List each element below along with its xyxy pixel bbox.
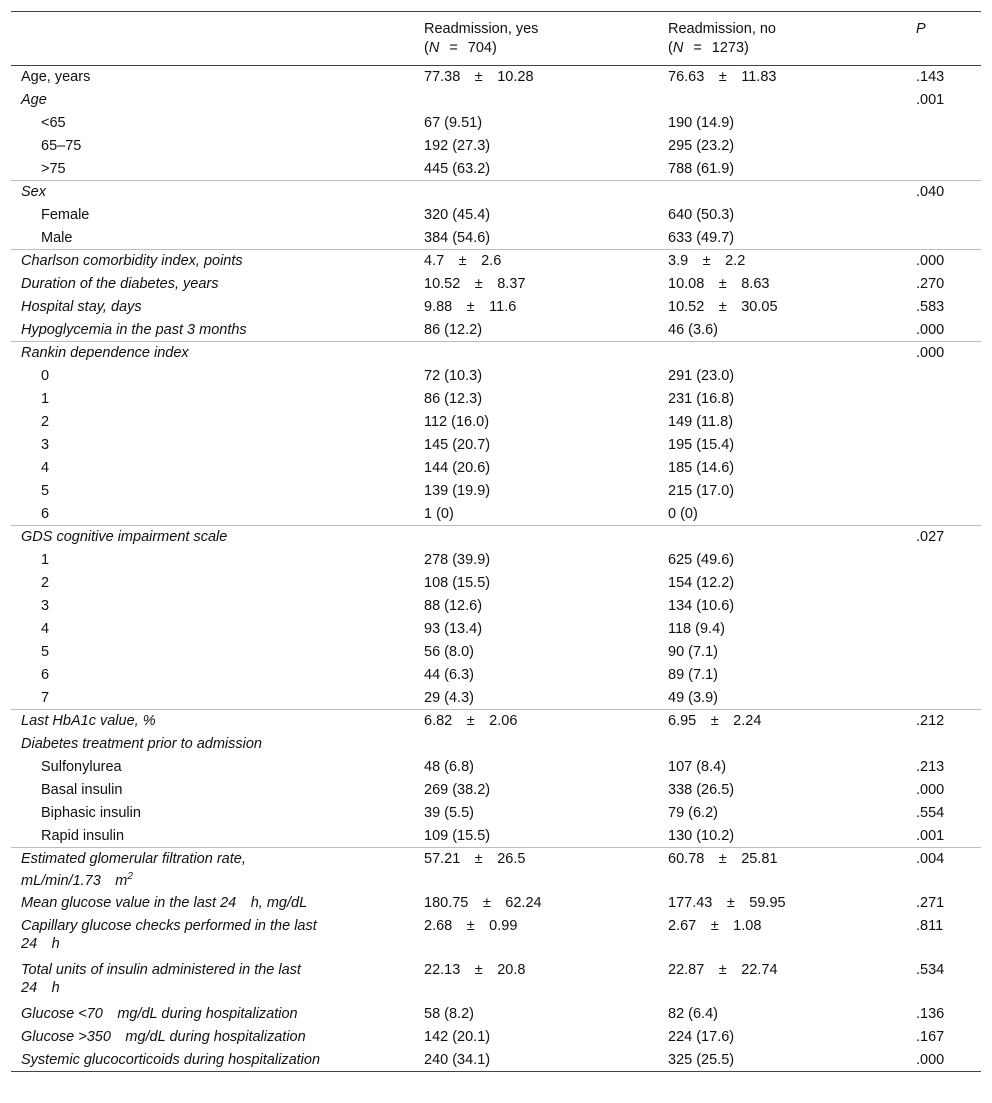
header-variable xyxy=(11,12,414,66)
row-label-text: 4 xyxy=(41,459,50,476)
cell-readmission-no: 79 (6.2) xyxy=(668,804,718,821)
cell-readmission-no xyxy=(658,181,906,204)
cell-p-value: .534 xyxy=(916,961,945,978)
row-label xyxy=(11,595,414,618)
row-label-text: Duration of the diabetes, years xyxy=(21,275,219,292)
cell-readmission-yes: 2.68 ± 0.99 xyxy=(424,917,518,934)
row-label xyxy=(11,848,414,892)
row-label-continued: 24 h xyxy=(21,979,60,996)
row-label xyxy=(11,1026,414,1049)
cell-p-value: .000 xyxy=(906,342,981,365)
row-label-text: 1 xyxy=(41,551,50,568)
cell-readmission-no xyxy=(658,89,906,112)
cell-readmission-yes: 72 (10.3) xyxy=(424,367,483,384)
cell-readmission-no: 224 (17.6) xyxy=(668,1028,735,1045)
cell-readmission-yes: 6.82 ± 2.06 xyxy=(414,710,658,733)
row-label xyxy=(11,66,414,89)
row-label xyxy=(11,135,414,158)
row-label-text: 1 xyxy=(41,390,50,407)
row-label xyxy=(11,296,414,319)
cell-p-value: .040 xyxy=(906,181,981,204)
row-label-text: Age, years xyxy=(21,69,91,85)
cell-readmission-yes xyxy=(414,733,658,756)
table-body xyxy=(11,66,981,1072)
cell-p-value xyxy=(906,549,981,572)
row-label xyxy=(11,618,414,641)
row-label xyxy=(11,733,414,756)
table-row xyxy=(11,411,981,434)
cell-p-value xyxy=(906,641,981,664)
cell-readmission-no: 190 (14.9) xyxy=(668,114,735,131)
cell-p-value: .583 xyxy=(916,298,945,315)
cell-p-value xyxy=(906,434,981,457)
cell-p-value: .213 xyxy=(916,758,945,775)
row-label xyxy=(11,549,414,572)
row-label xyxy=(11,825,414,848)
row-label-text: 5 xyxy=(41,482,50,499)
row-label-text: Hospital stay, days xyxy=(21,298,142,315)
row-label xyxy=(11,572,414,595)
cell-p-value xyxy=(906,365,981,388)
table-row xyxy=(11,457,981,480)
row-label xyxy=(11,388,414,411)
cell-readmission-no: 0 (0) xyxy=(668,505,698,522)
row-label xyxy=(11,434,414,457)
row-label-text: Systemic glucocorticoids during hospitalization xyxy=(21,1051,321,1068)
table-row xyxy=(11,915,981,959)
cell-p-value: .212 xyxy=(906,710,981,733)
row-label-text: <65 xyxy=(41,114,66,131)
cell-readmission-no: 295 (23.2) xyxy=(668,137,735,154)
cell-readmission-no: 10.52 ± 30.05 xyxy=(668,298,778,315)
row-label xyxy=(11,250,414,273)
cell-p-value xyxy=(906,503,981,526)
table-row xyxy=(11,526,981,549)
table-row xyxy=(11,250,981,273)
table-row xyxy=(11,664,981,687)
cell-readmission-yes: 57.21 ± 26.5 xyxy=(414,848,658,892)
cell-p-value: .000 xyxy=(906,250,981,273)
table-row xyxy=(11,1026,981,1049)
cell-p-value xyxy=(906,480,981,503)
table-row xyxy=(11,687,981,710)
cell-readmission-no xyxy=(658,526,906,549)
cell-readmission-no: 185 (14.6) xyxy=(668,459,735,476)
table-row xyxy=(11,756,981,779)
cell-p-value xyxy=(906,664,981,687)
row-label-text: Rankin dependence index xyxy=(21,345,189,361)
cell-p-value: .004 xyxy=(906,848,981,892)
row-label xyxy=(11,365,414,388)
cell-readmission-yes: 445 (63.2) xyxy=(424,160,491,177)
cell-p-value xyxy=(906,687,981,710)
row-label xyxy=(11,664,414,687)
cell-readmission-yes: 278 (39.9) xyxy=(424,551,491,568)
cell-p-value: .000 xyxy=(906,1049,981,1072)
cell-p-value: .000 xyxy=(916,321,945,338)
cell-readmission-yes: 88 (12.6) xyxy=(424,597,483,614)
cell-readmission-no xyxy=(658,733,906,756)
row-label xyxy=(11,802,414,825)
table-row xyxy=(11,66,981,89)
table-row xyxy=(11,158,981,181)
row-label-text: Estimated glomerular filtration rate, xyxy=(21,851,246,867)
cell-readmission-yes: 93 (13.4) xyxy=(424,620,483,637)
cell-p-value xyxy=(906,204,981,227)
row-label xyxy=(11,526,414,549)
row-label xyxy=(11,1003,414,1026)
table-row xyxy=(11,273,981,296)
row-label xyxy=(11,112,414,135)
cell-readmission-yes: 56 (8.0) xyxy=(424,643,474,660)
table-row xyxy=(11,595,981,618)
row-label xyxy=(11,641,414,664)
cell-readmission-yes: 86 (12.3) xyxy=(424,390,483,407)
row-label xyxy=(11,959,414,1003)
header-readmission-no xyxy=(658,12,906,66)
header-yes-title: Readmission, yes xyxy=(424,21,539,37)
cell-readmission-no: 22.87 ± 22.74 xyxy=(668,961,778,978)
cell-p-value xyxy=(906,457,981,480)
table-row xyxy=(11,388,981,411)
row-label-text: >75 xyxy=(41,160,66,177)
row-label-text: Diabetes treatment prior to admission xyxy=(21,735,262,752)
row-label-text: Sulfonylurea xyxy=(41,758,122,775)
row-label-text: Charlson comorbidity index, points xyxy=(21,253,243,269)
row-label-text: Male xyxy=(41,229,73,246)
row-label-text: Sex xyxy=(21,184,46,200)
cell-p-value: .143 xyxy=(916,69,945,85)
row-label-text: Last HbA1c value, % xyxy=(21,713,156,729)
cell-readmission-yes: 48 (6.8) xyxy=(424,758,474,775)
cell-p-value: .136 xyxy=(916,1005,945,1022)
table-row xyxy=(11,710,981,733)
cell-readmission-yes: 39 (5.5) xyxy=(424,804,474,821)
cell-readmission-yes: 384 (54.6) xyxy=(424,229,491,246)
table-row xyxy=(11,227,981,250)
cell-readmission-no: 788 (61.9) xyxy=(668,160,735,177)
table-row xyxy=(11,572,981,595)
row-label-continued: mL/min/1.73 m xyxy=(21,872,128,889)
cell-readmission-yes: 145 (20.7) xyxy=(424,436,491,453)
cell-p-value xyxy=(906,733,981,756)
table-row xyxy=(11,959,981,1003)
row-label-text: 3 xyxy=(41,436,50,453)
cell-readmission-no: 215 (17.0) xyxy=(668,482,735,499)
header-no-title: Readmission, no xyxy=(668,21,776,37)
row-label xyxy=(11,687,414,710)
table-row xyxy=(11,1049,981,1072)
cell-readmission-no: 10.08 ± 8.63 xyxy=(668,275,770,292)
row-label-text: 3 xyxy=(41,597,50,614)
cell-readmission-no: 633 (49.7) xyxy=(668,229,735,246)
row-label xyxy=(11,1049,414,1072)
row-label xyxy=(11,892,414,915)
header-readmission-yes xyxy=(414,12,658,66)
row-label xyxy=(11,227,414,250)
cell-readmission-yes: 22.13 ± 20.8 xyxy=(424,961,526,978)
table-row xyxy=(11,641,981,664)
table-row xyxy=(11,135,981,158)
cell-p-value xyxy=(906,595,981,618)
table-row xyxy=(11,89,981,112)
table-row xyxy=(11,365,981,388)
row-label xyxy=(11,457,414,480)
table-row xyxy=(11,503,981,526)
row-label xyxy=(11,342,414,365)
row-label-text: Mean glucose value in the last 24 h, mg/dL xyxy=(21,894,308,911)
table-row xyxy=(11,848,981,892)
cell-readmission-yes: 180.75 ± 62.24 xyxy=(424,894,542,911)
cell-readmission-no: 3.9 ± 2.2 xyxy=(658,250,906,273)
row-label xyxy=(11,158,414,181)
table-row xyxy=(11,825,981,848)
cell-readmission-no: 291 (23.0) xyxy=(668,367,735,384)
cell-readmission-no: 46 (3.6) xyxy=(668,321,718,338)
row-label xyxy=(11,181,414,204)
cell-readmission-yes xyxy=(414,342,658,365)
cell-readmission-no: 195 (15.4) xyxy=(668,436,735,453)
row-label-text: Glucose >350 mg/dL during hospitalization xyxy=(21,1028,306,1045)
cell-p-value: .001 xyxy=(916,91,945,108)
cell-readmission-no: 76.63 ± 11.83 xyxy=(668,69,777,85)
cell-p-value: .001 xyxy=(916,827,945,844)
row-label xyxy=(11,756,414,779)
cell-p-value xyxy=(906,158,981,181)
cell-readmission-yes: 269 (38.2) xyxy=(424,781,491,798)
cell-readmission-no: 90 (7.1) xyxy=(668,643,718,660)
cell-readmission-yes: 58 (8.2) xyxy=(424,1005,474,1022)
row-label-text: 7 xyxy=(41,689,50,706)
cell-readmission-yes: 240 (34.1) xyxy=(414,1049,658,1072)
cell-p-value xyxy=(906,572,981,595)
cell-p-value: .271 xyxy=(916,894,945,911)
row-label xyxy=(11,319,414,342)
row-label-text: Hypoglycemia in the past 3 months xyxy=(21,321,247,338)
row-label-text: 6 xyxy=(41,505,50,522)
cell-p-value: .027 xyxy=(906,526,981,549)
table-row xyxy=(11,618,981,641)
cell-readmission-no: 6.95 ± 2.24 xyxy=(658,710,906,733)
cell-readmission-no: 177.43 ± 59.95 xyxy=(668,894,786,911)
cell-readmission-no: 2.67 ± 1.08 xyxy=(668,917,762,934)
cell-readmission-yes: 77.38 ± 10.28 xyxy=(424,69,534,85)
row-label-text: Capillary glucose checks performed in the last xyxy=(21,917,317,934)
row-label-text: Basal insulin xyxy=(41,781,123,798)
cell-readmission-no: 49 (3.9) xyxy=(668,689,718,706)
table-row xyxy=(11,342,981,365)
row-label-text: GDS cognitive impairment scale xyxy=(21,529,228,545)
row-label-continued: 24 h xyxy=(21,935,60,952)
cell-readmission-no: 134 (10.6) xyxy=(668,597,735,614)
cell-readmission-yes xyxy=(414,526,658,549)
cell-readmission-yes: 320 (45.4) xyxy=(424,206,491,223)
row-label-superscript: 2 xyxy=(127,871,133,882)
row-label xyxy=(11,411,414,434)
table-row xyxy=(11,733,981,756)
cell-readmission-yes: 139 (19.9) xyxy=(424,482,491,499)
row-label xyxy=(11,710,414,733)
row-label-text: Total units of insulin administered in the last xyxy=(21,961,301,978)
cell-readmission-no: 107 (8.4) xyxy=(668,758,727,775)
cell-readmission-yes: 109 (15.5) xyxy=(424,827,491,844)
table-row xyxy=(11,296,981,319)
cell-readmission-yes: 86 (12.2) xyxy=(424,321,483,338)
row-label-text: 4 xyxy=(41,620,50,637)
cell-readmission-yes: 142 (20.1) xyxy=(424,1028,491,1045)
cell-readmission-yes: 67 (9.51) xyxy=(424,114,483,131)
header-no-n: (N = 1273) xyxy=(668,40,749,56)
row-label-text: 5 xyxy=(41,643,50,660)
cell-readmission-yes: 1 (0) xyxy=(424,505,454,522)
cell-readmission-yes: 112 (16.0) xyxy=(424,413,490,430)
cell-readmission-yes: 144 (20.6) xyxy=(424,459,491,476)
cell-p-value xyxy=(906,388,981,411)
table-row xyxy=(11,204,981,227)
table-row xyxy=(11,480,981,503)
cell-readmission-no: 338 (26.5) xyxy=(668,781,735,798)
cell-readmission-no: 130 (10.2) xyxy=(668,827,735,844)
header-p-value: P xyxy=(916,21,926,37)
row-label-text: Rapid insulin xyxy=(41,827,125,844)
cell-readmission-yes: 192 (27.3) xyxy=(424,137,491,154)
cell-readmission-yes xyxy=(414,181,658,204)
row-label-text: Age xyxy=(21,91,47,108)
cell-p-value: .811 xyxy=(916,917,944,934)
cell-p-value xyxy=(906,135,981,158)
cell-readmission-no: 60.78 ± 25.81 xyxy=(658,848,906,892)
row-label-text: 0 xyxy=(41,367,50,384)
row-label-text: 65–75 xyxy=(41,137,82,154)
table-row xyxy=(11,892,981,915)
cell-p-value: .000 xyxy=(916,781,945,798)
cell-p-value: .554 xyxy=(916,804,945,821)
cell-readmission-yes: 10.52 ± 8.37 xyxy=(424,275,526,292)
row-label-text: 2 xyxy=(41,413,50,430)
row-label-text: Biphasic insulin xyxy=(41,804,141,821)
cell-readmission-yes xyxy=(414,89,658,112)
cell-p-value xyxy=(906,618,981,641)
cell-readmission-no: 154 (12.2) xyxy=(668,574,735,591)
cell-readmission-no: 149 (11.8) xyxy=(668,413,734,430)
row-label xyxy=(11,480,414,503)
cell-p-value xyxy=(906,227,981,250)
row-label xyxy=(11,89,414,112)
row-label xyxy=(11,273,414,296)
cell-p-value xyxy=(906,411,981,434)
cell-p-value: .270 xyxy=(916,275,945,292)
row-label xyxy=(11,503,414,526)
row-label-text: Glucose <70 mg/dL during hospitalization xyxy=(21,1005,298,1022)
cell-readmission-yes: 29 (4.3) xyxy=(424,689,474,706)
cell-readmission-no: 231 (16.8) xyxy=(668,390,735,407)
cell-readmission-yes: 44 (6.3) xyxy=(424,666,474,683)
table-row xyxy=(11,1003,981,1026)
cell-readmission-no: 325 (25.5) xyxy=(658,1049,906,1072)
cell-readmission-no: 625 (49.6) xyxy=(668,551,735,568)
cell-readmission-yes: 108 (15.5) xyxy=(424,574,491,591)
cell-readmission-no: 82 (6.4) xyxy=(668,1005,718,1022)
table-row xyxy=(11,434,981,457)
readmission-comparison-table xyxy=(11,11,981,1072)
table-row xyxy=(11,779,981,802)
cell-readmission-yes: 4.7 ± 2.6 xyxy=(414,250,658,273)
header-yes-n: (N = 704) xyxy=(424,40,497,56)
table-row xyxy=(11,549,981,572)
row-label-text: 2 xyxy=(41,574,50,591)
row-label-text: Female xyxy=(41,206,90,223)
row-label xyxy=(11,915,414,959)
table-header-row xyxy=(11,12,981,66)
row-label xyxy=(11,204,414,227)
cell-readmission-no: 89 (7.1) xyxy=(668,666,718,683)
cell-readmission-no: 118 (9.4) xyxy=(668,620,725,637)
cell-p-value xyxy=(906,112,981,135)
row-label-text: 6 xyxy=(41,666,50,683)
table-row xyxy=(11,112,981,135)
table-row xyxy=(11,802,981,825)
table-row xyxy=(11,319,981,342)
cell-readmission-yes: 9.88 ± 11.6 xyxy=(424,298,517,315)
cell-p-value: .167 xyxy=(916,1028,945,1045)
row-label xyxy=(11,779,414,802)
cell-readmission-no: 640 (50.3) xyxy=(668,206,735,223)
cell-readmission-no xyxy=(658,342,906,365)
table-row xyxy=(11,181,981,204)
